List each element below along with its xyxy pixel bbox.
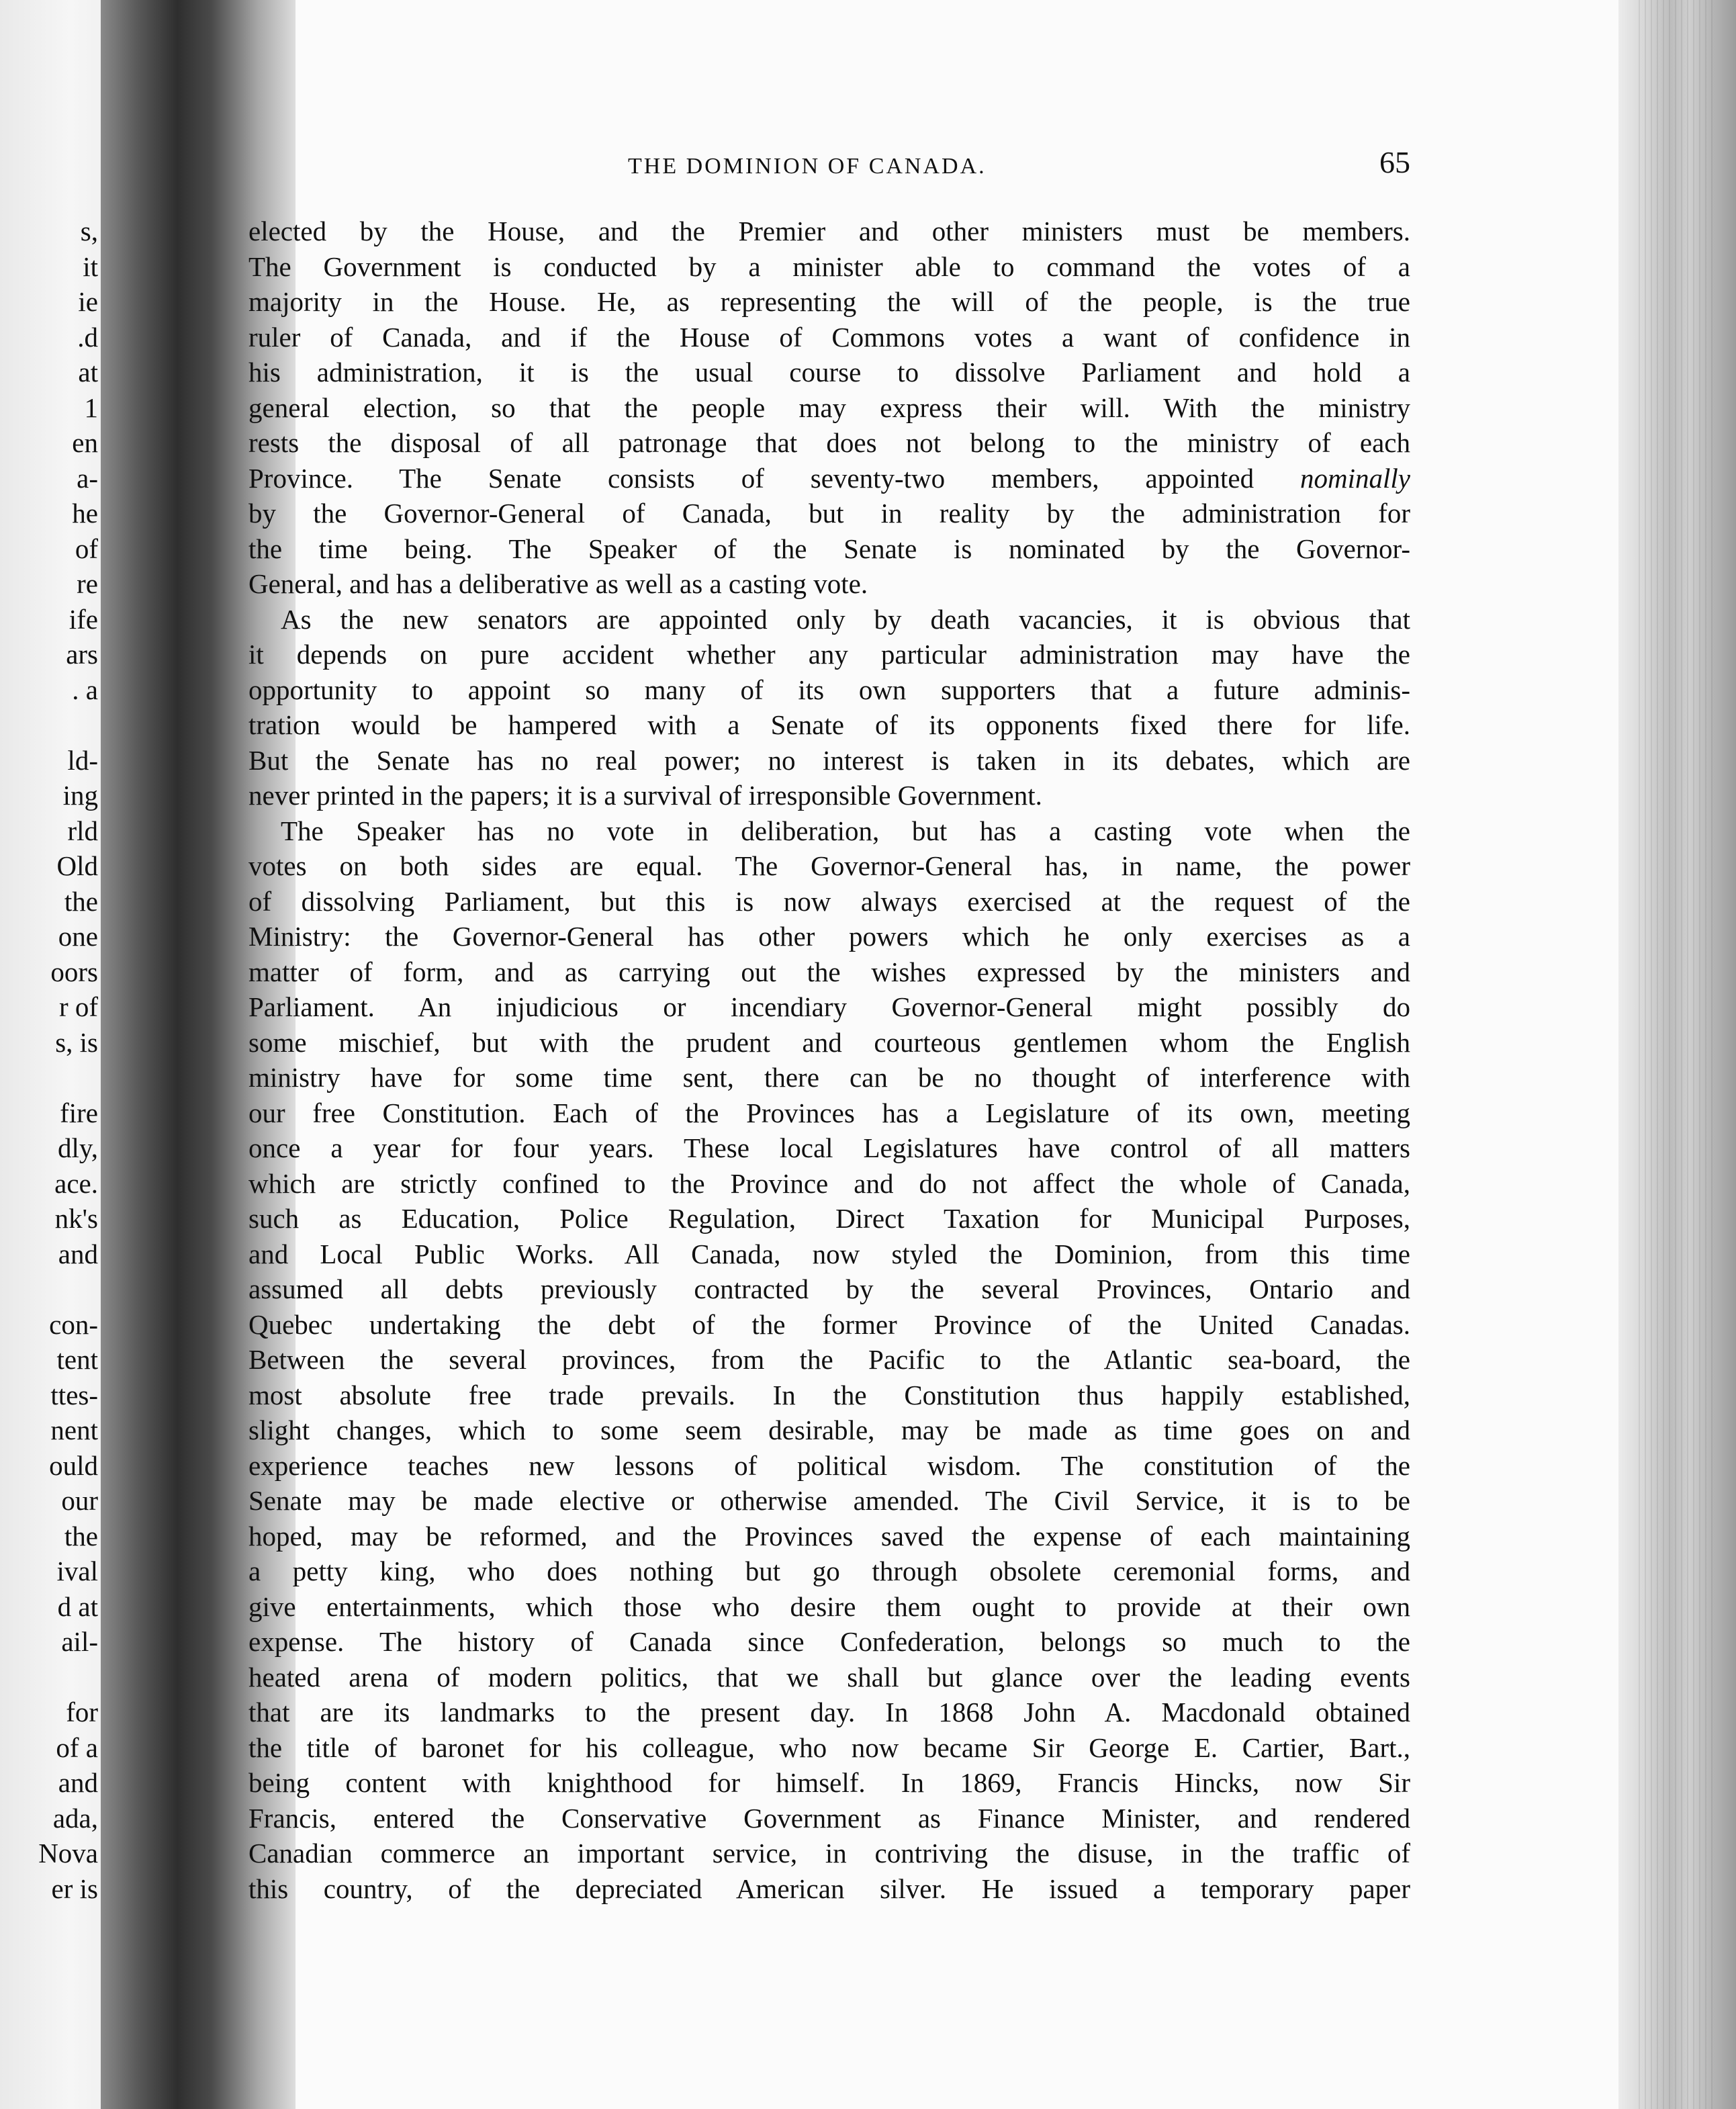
text-line: which are strictly confined to the Province and do not affect the whole of Canada, — [248, 1167, 1410, 1199]
left-page-text-fragment: the — [64, 1520, 98, 1552]
left-page-text-fragment: at — [78, 357, 98, 388]
left-page-text-fragment: rld — [67, 815, 98, 846]
text-line: tration would be hampered with a Senate of its opponents fixed there for life. — [248, 709, 1410, 740]
text-line: matter of form, and as carrying out the wishes expressed by the ministers and — [248, 956, 1410, 987]
left-page-text-fragment: the — [64, 885, 98, 917]
text-line: Parliament. An injudicious or incendiary Governor-General might possibly do — [248, 991, 1410, 1022]
left-page-text-fragment: 1 — [84, 392, 98, 423]
text-line: such as Education, Police Regulation, Direct Taxation for Municipal Purposes, — [248, 1203, 1410, 1234]
left-page-text-fragment: d at — [57, 1590, 98, 1622]
left-page-text-fragment — [4, 1660, 98, 1695]
left-page-text-fragment: and — [58, 1238, 98, 1269]
page-stack-lines — [1639, 0, 1712, 2109]
page-number: 65 — [1379, 145, 1410, 179]
text-line: that are its landmarks to the present day. In 1868 John A. Macdonald obtained — [248, 1697, 1410, 1727]
text-line: As the new senators are appointed only by death vacancies, it is obvious that — [281, 603, 1410, 635]
text-line: a petty king, who does nothing but go through obsolete ceremonial forms, and — [248, 1556, 1410, 1586]
left-page-edge — [0, 0, 101, 2109]
text-line: ruler of Canada, and if the House of Commons votes a want of confidence in — [248, 321, 1410, 353]
text-line: ministry have for some time sent, there can be no thought of interference with — [248, 1062, 1410, 1093]
left-page-text-fragment: ould — [49, 1449, 98, 1481]
text-line: by the Governor-General of Canada, but in reality by the administration for — [248, 498, 1410, 529]
left-page-text-fragment: it — [83, 251, 98, 282]
left-page-text-fragment: our — [61, 1485, 98, 1516]
left-page-text-fragment: ife — [68, 603, 98, 635]
text-line: once a year for four years. These local Legislatures have control of all matters — [248, 1132, 1410, 1163]
left-page-text-fragment: . a — [72, 674, 98, 705]
left-page-text-fragment: for — [66, 1697, 98, 1727]
left-page-text-fragment: re — [77, 568, 98, 599]
text-line: the title of baronet for his colleague, who now became Sir George E. Cartier, Bart., — [248, 1732, 1410, 1763]
left-page-text-fragment: tent — [56, 1344, 98, 1375]
text-line: votes on both sides are equal. The Governor-General has, in name, the power — [248, 850, 1410, 881]
text-line: general election, so that the people may express their will. With the ministry — [248, 392, 1410, 423]
left-page-text-fragment: one — [58, 921, 98, 952]
text-line: give entertainments, which those who desire them ought to provide at their own — [248, 1590, 1410, 1622]
text-line: being content with knighthood for himself. In 1869, Francis Hincks, now Sir — [248, 1767, 1410, 1798]
left-page-text-fragment — [4, 1060, 98, 1095]
left-page-text-fragment: dly, — [58, 1132, 98, 1163]
text-line: slight changes, which to some seem desirable, may be made as time goes on and — [248, 1415, 1410, 1445]
body-text — [248, 214, 1410, 1920]
text-line: it depends on pure accident whether any particular administration may have the — [248, 639, 1410, 670]
left-page-text-fragment: ival — [56, 1556, 98, 1586]
text-line: our free Constitution. Each of the Provinces has a Legislature of its own, meeting — [248, 1097, 1410, 1128]
text-line: and Local Public Works. All Canada, now styled the Dominion, from this time — [248, 1238, 1410, 1269]
text-line: expense. The history of Canada since Confederation, belongs so much to the — [248, 1626, 1410, 1657]
text-line: General, and has a deliberative as well as a casting vote. — [248, 568, 868, 599]
text-line: this country, of the depreciated American silver. He issued a temporary paper — [248, 1873, 1410, 1904]
text-line: most absolute free trade prevails. In the Constitution thus happily established, — [248, 1379, 1410, 1410]
left-page-text-fragment: ttes- — [50, 1379, 98, 1410]
text-line: of dissolving Parliament, but this is now always exercised at the request of the — [248, 885, 1410, 917]
left-page-text-fragment: nent — [50, 1415, 98, 1445]
left-page-text-fragment: ars — [66, 639, 98, 670]
left-page-text-fragment — [4, 1271, 98, 1306]
left-page-text-fragment: oors — [50, 956, 98, 987]
text-line: some mischief, but with the prudent and courteous gentlemen whom the English — [248, 1026, 1410, 1058]
text-line: The Government is conducted by a minister able to command the votes of a — [248, 251, 1410, 282]
left-page-text-fragment: s, — [80, 216, 98, 246]
left-page-text-fragment: s, is — [55, 1026, 98, 1058]
left-page-text-fragment: Nova — [38, 1838, 98, 1869]
left-page-text-fragment: ing — [62, 780, 98, 811]
left-page-text-fragment: en — [72, 427, 98, 458]
text-line: assumed all debts previously contracted by the several Provinces, Ontario and — [248, 1273, 1410, 1304]
text-line: Francis, entered the Conservative Government as Finance Minister, and rendered — [248, 1802, 1410, 1834]
text-line: hoped, may be reformed, and the Provinces saved the expense of each maintaining — [248, 1520, 1410, 1552]
left-page-text-fragment: nk's — [54, 1203, 98, 1234]
text-line: But the Senate has no real power; no interest is taken in its debates, which are — [248, 744, 1410, 776]
text-line: rests the disposal of all patronage that does not belong to the ministry of each — [248, 427, 1410, 458]
text-line: the time being. The Speaker of the Senate is nominated by the Governor- — [248, 533, 1410, 564]
left-page-text-fragment: ace. — [54, 1167, 98, 1199]
left-page-text-fragment: Old — [56, 850, 98, 881]
text-line: The Speaker has no vote in deliberation, but has a casting vote when the — [281, 815, 1410, 846]
left-page-text-fragment: he — [72, 498, 98, 529]
text-line: elected by the House, and the Premier and other ministers must be members. — [248, 216, 1410, 246]
left-page-text-fragment: fire — [60, 1097, 98, 1128]
text-line: Between the several provinces, from the Pacific to the Atlantic sea-board, the — [248, 1344, 1410, 1375]
left-page-text-fragment — [4, 707, 98, 742]
text-line: majority in the House. He, as representing the will of the people, is the true — [248, 286, 1410, 317]
text-line: heated arena of modern politics, that we shall but glance over the leading events — [248, 1661, 1410, 1693]
left-page-text-fragment: of a — [56, 1732, 98, 1763]
left-page-text-fragment: and — [58, 1767, 98, 1798]
left-page-text-fragment: ld- — [67, 744, 98, 776]
left-page-text-fragment: ail- — [61, 1626, 98, 1657]
text-line: Canadian commerce an important service, in contriving the disuse, in the traffic of — [248, 1838, 1410, 1869]
text-line: Province. The Senate consists of seventy-two members, appointed nominally — [248, 462, 1410, 494]
left-page-text-fragment: a- — [77, 462, 98, 494]
text-line: Quebec undertaking the debt of the former Province of the United Canadas. — [248, 1308, 1410, 1340]
text-line: opportunity to appoint so many of its own supporters that a future adminis- — [248, 674, 1410, 705]
left-page-text-fragment: .d — [77, 321, 98, 353]
text-line: never printed in the papers; it is a survival of irresponsible Government. — [248, 780, 1042, 811]
text-line: his administration, it is the usual course to dissolve Parliament and hold a — [248, 357, 1410, 388]
left-page-text-fragment: ie — [78, 286, 98, 317]
text-line: Ministry: the Governor-General has other powers which he only exercises as a — [248, 921, 1410, 952]
left-page-text-fragment: r of — [58, 991, 98, 1022]
text-line: Senate may be made elective or otherwise amended. The Civil Service, it is to be — [248, 1485, 1410, 1516]
left-page-text-fragment: ada, — [52, 1802, 98, 1834]
text-line: experience teaches new lessons of political wisdom. The constitution of the — [248, 1449, 1410, 1481]
left-page-text-fragment: con- — [49, 1308, 98, 1340]
running-header: THE DOMINION OF CANADA. — [628, 154, 987, 179]
left-page-text-fragment: of — [75, 533, 98, 564]
left-page-text-fragment: er is — [51, 1873, 98, 1904]
